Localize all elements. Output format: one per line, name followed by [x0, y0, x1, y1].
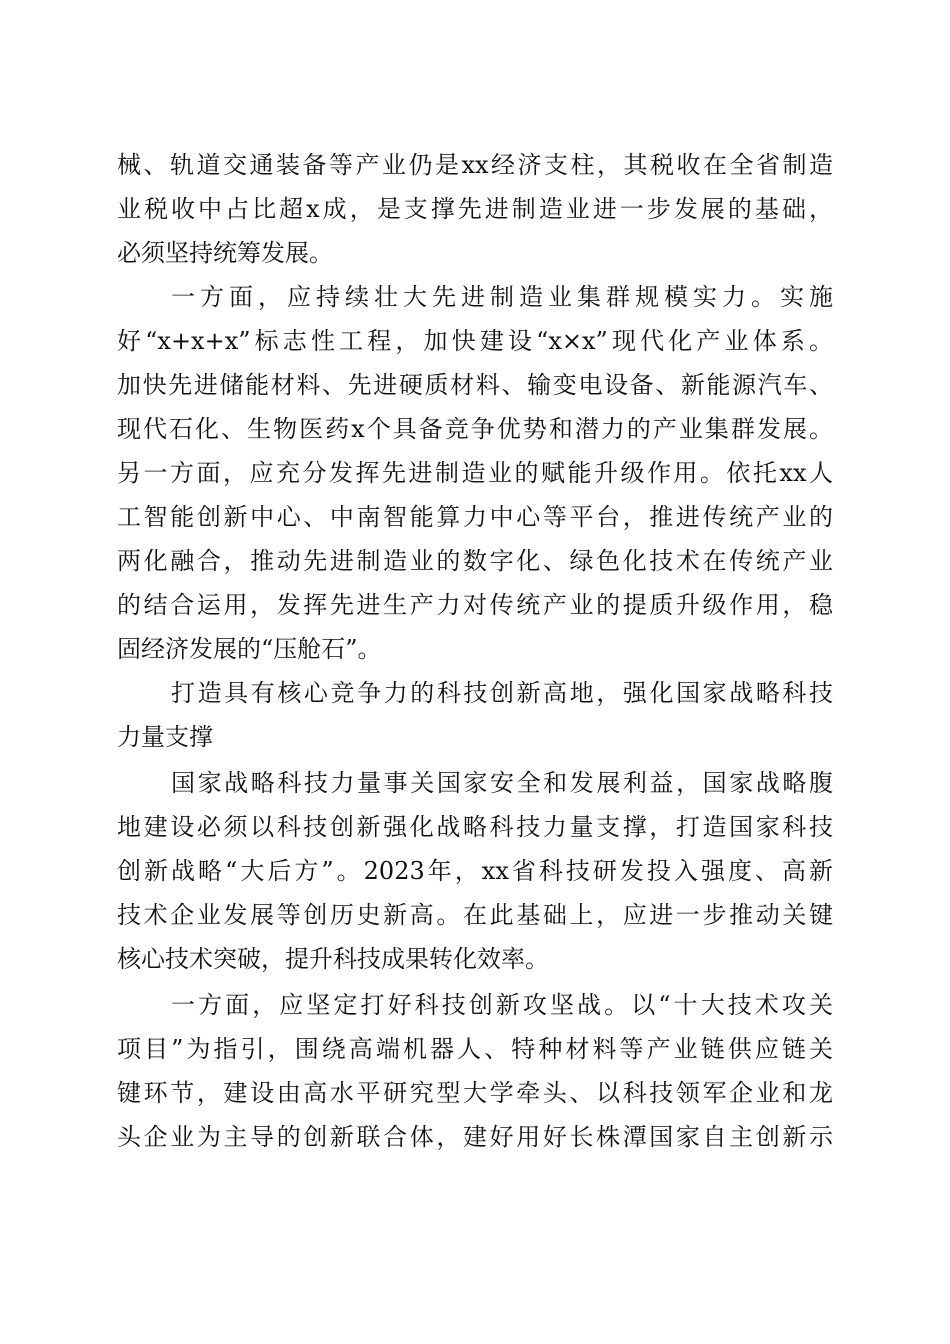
text-line: 核心技术突破，提升科技成果转化效率。	[117, 945, 549, 973]
text-line: 键环节，建设由高水平研究型大学牵头、以科技领军企业和龙	[117, 1079, 833, 1107]
text-line: 两化融合，推动先进制造业的数字化、绿色化技术在传统产业	[117, 547, 833, 575]
text-line: 现代石化、生物医药x个具备竞争优势和潜力的产业集群发展。	[117, 415, 833, 443]
text-line: 创新战略“大后方”。2023年，xx省科技研发投入强度、高新	[117, 857, 833, 885]
text-line: 加快先进储能材料、先进硬质材料、输变电设备、新能源汽车、	[117, 371, 833, 399]
text-line: 必须坚持统筹发展。	[117, 239, 333, 267]
text-line: 好“x+x+x”标志性工程，加快建设“x×x”现代化产业体系。	[117, 327, 833, 355]
text-line: 项目”为指引，围绕高端机器人、特种材料等产业链供应链关	[117, 1035, 833, 1063]
text-line: 一方面，应坚定打好科技创新攻坚战。以“十大技术攻关	[171, 991, 833, 1019]
text-line: 另一方面，应充分发挥先进制造业的赋能升级作用。依托xx人	[117, 459, 833, 487]
section-heading-line: 力量支撑	[117, 723, 213, 751]
text-line: 固经济发展的“压舱石”。	[117, 635, 382, 663]
text-line: 技术企业发展等创历史新高。在此基础上，应进一步推动关键	[117, 901, 833, 929]
text-line: 工智能创新中心、中南智能算力中心等平台，推进传统产业的	[117, 503, 833, 531]
text-line: 一方面，应持续壮大先进制造业集群规模实力。实施	[171, 283, 833, 311]
text-line: 业税收中占比超x成，是支撑先进制造业进一步发展的基础，	[117, 195, 833, 223]
section-heading-line: 打造具有核心竞争力的科技创新高地，强化国家战略科技	[171, 679, 833, 707]
text-line: 头企业为主导的创新联合体，建好用好长株潭国家自主创新示	[117, 1123, 833, 1151]
text-line: 地建设必须以科技创新强化战略科技力量支撑，打造国家科技	[117, 813, 833, 841]
text-line: 国家战略科技力量事关国家安全和发展利益，国家战略腹	[171, 769, 833, 797]
text-line: 的结合运用，发挥先进生产力对传统产业的提质升级作用，稳	[117, 591, 833, 619]
text-line: 械、轨道交通装备等产业仍是xx经济支柱，其税收在全省制造	[117, 151, 833, 179]
